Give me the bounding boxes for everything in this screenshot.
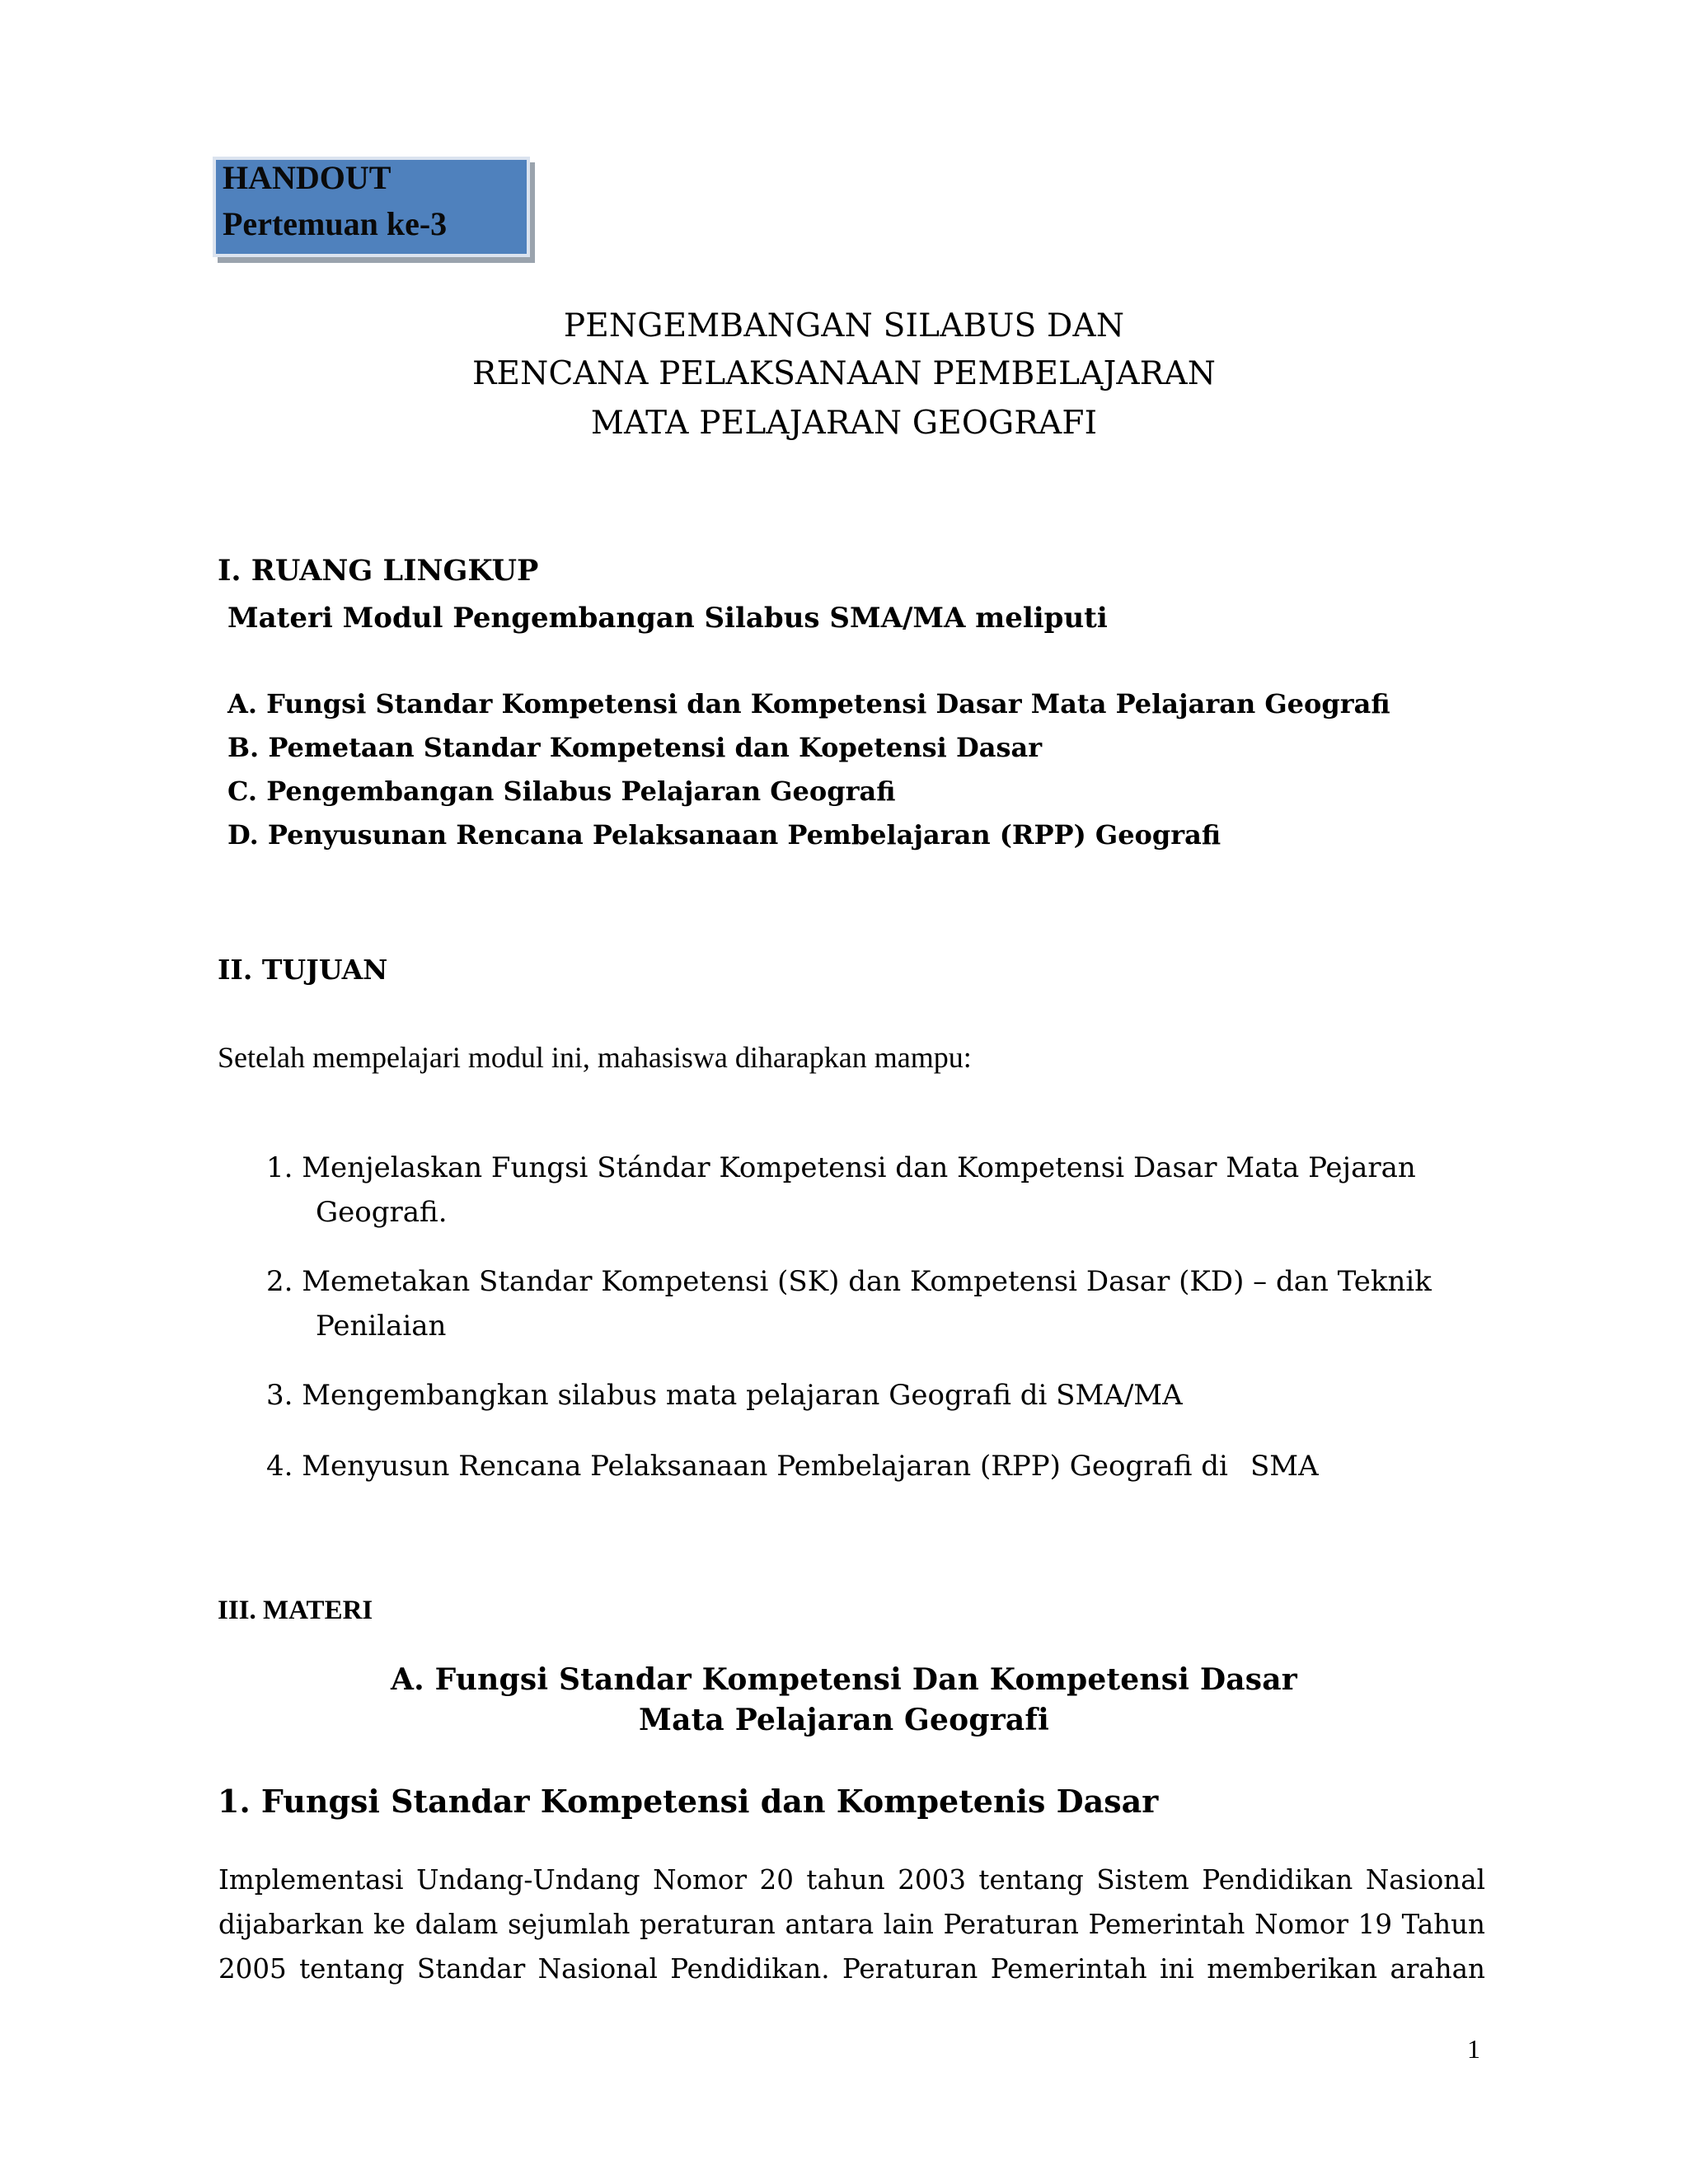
page-title-line-2: RENCANA PELAKSANAAN PEMBELAJARAN [471,355,1217,392]
scope-item-b: B. Pemetaan Standar Kompetensi dan Kopetensi Dasar [227,732,1043,763]
section-tujuan-heading: II. TUJUAN [218,954,388,986]
page-number: 1 [1467,2034,1480,2064]
paragraph-line: Implementasi Undang-Undang Nomor 20 tahun 2003 tentang Sistem Pendidikan Nasional [218,1864,1485,1896]
section-materi-heading: III. MATERI [218,1596,373,1625]
objective-item-2-cont: Penilaian [316,1310,447,1343]
meeting-label: Pertemuan ke-3 [223,205,448,242]
objective-item-4-tail: SMA [1250,1450,1319,1483]
handout-box [213,157,530,257]
materi-paragraph [218,1858,1485,1991]
materi-subheading-a-line-2: Mata Pelajaran Geografi [639,1703,1049,1737]
scope-item-c: C. Pengembangan Silabus Pelajaran Geografi [227,776,896,807]
objective-item-3: 3. Mengembangkan silabus mata pelajaran Geografi di SMA/MA [266,1379,1183,1412]
section-ruang-lingkup-subheading: Materi Modul Pengembangan Silabus SMA/MA meliputi [227,602,1108,635]
scope-item-a: A. Fungsi Standar Kompetensi dan Kompetensi Dasar Mata Pelajaran Geografi [227,688,1390,719]
materi-subheading-a-line-1: A. Fungsi Standar Kompetensi Dan Kompetensi Dasar [391,1662,1297,1697]
page-title-line-3: MATA PELAJARAN GEOGRAFI [590,405,1098,442]
paragraph-line: 2005 tentang Standar Nasional Pendidikan. Peraturan Pemerintah ini memberikan arahan [218,1953,1485,1985]
paragraph-line: dijabarkan ke dalam sejumlah peraturan antara lain Peraturan Pemerintah Nomor 19 Tahun [218,1909,1485,1940]
section-ruang-lingkup-heading: I. RUANG LINGKUP [218,554,539,588]
handout-label: HANDOUT [223,159,392,196]
scope-item-d: D. Penyusunan Rencana Pelaksanaan Pembelajaran (RPP) Geografi [227,819,1221,851]
objective-item-4: 4. Menyusun Rencana Pelaksanaan Pembelajaran (RPP) Geografi di [266,1450,1228,1483]
objective-item-1: 1. Menjelaskan Fungsi Stándar Kompetensi dan Kompetensi Dasar Mata Pejaran [266,1151,1416,1184]
materi-subheading-1: 1. Fungsi Standar Kompetensi dan Kompetenis Dasar [218,1783,1159,1820]
objective-item-1-cont: Geografi. [316,1196,448,1229]
section-tujuan-intro: Setelah mempelajari modul ini, mahasiswa diharapkan mampu: [218,1041,972,1074]
page-title-line-1: PENGEMBANGAN SILABUS DAN [563,307,1125,344]
objective-item-2: 2. Memetakan Standar Kompetensi (SK) dan Kompetensi Dasar (KD) – dan Teknik [266,1265,1432,1298]
